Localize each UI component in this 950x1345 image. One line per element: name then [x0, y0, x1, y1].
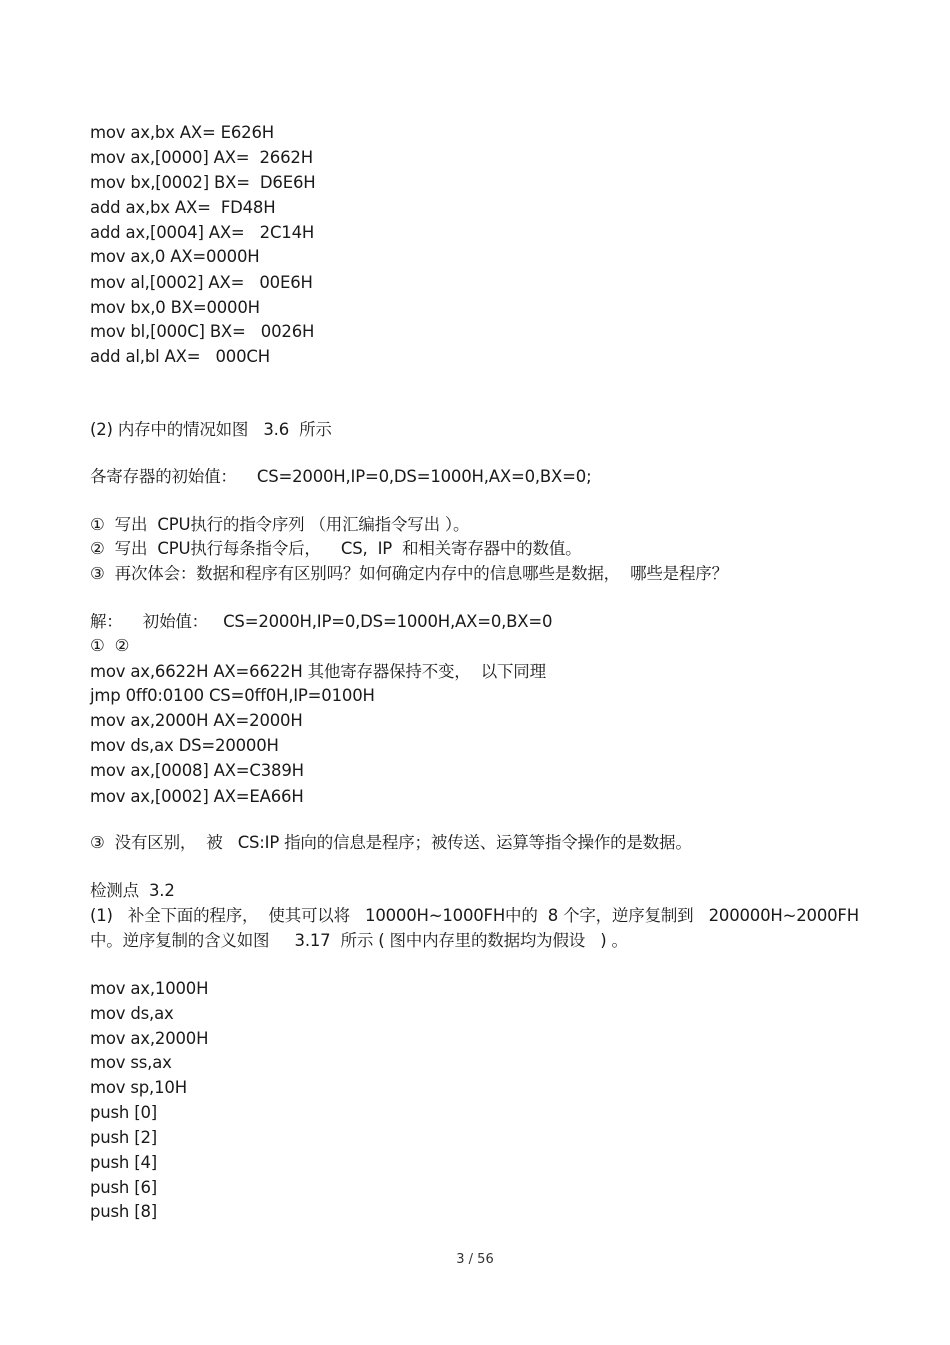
task-item: ② 写出 CPU执行每条指令后， CS, IP 和相关寄存器中的数值。	[90, 539, 582, 558]
text-line: mov bx,0 BX=0000H	[90, 298, 260, 317]
text-line: mov ax,bx AX= E626H	[90, 123, 274, 142]
code-line: mov ds,ax	[90, 1004, 174, 1023]
code-line: push [2]	[90, 1128, 158, 1147]
text-line: mov ax,[0000] AX= 2662H	[90, 148, 313, 167]
code-line: push [4]	[90, 1153, 158, 1172]
answer-line: mov ds,ax DS=20000H	[90, 736, 279, 755]
answer-line: mov ax,[0008] AX=C389H	[90, 761, 304, 780]
checkpoint-question: 中。逆序复制的含义如图 3.17 所示 ( 图中内存里的数据均为假设 ) 。	[90, 931, 628, 950]
page-number: 3 / 56	[456, 1252, 494, 1267]
checkpoint-title: 检测点 3.2	[90, 881, 175, 900]
text-line: mov bl,[000C] BX= 0026H	[90, 322, 315, 341]
code-line: push [0]	[90, 1103, 158, 1122]
answer-line: jmp 0ff0:0100 CS=0ff0H,IP=0100H	[90, 686, 375, 705]
text-line: add ax,[0004] AX= 2C14H	[90, 223, 315, 242]
answer-line: mov ax,6622H AX=6622H 其他寄存器保持不变， 以下同理	[90, 662, 546, 681]
code-line: push [6]	[90, 1178, 158, 1197]
task-item: ① 写出 CPU执行的指令序列 （用汇编指令写出 ）。	[90, 515, 470, 534]
code-line: mov sp,10H	[90, 1078, 187, 1097]
code-line: mov ax,1000H	[90, 979, 209, 998]
text-line: mov bx,[0002] BX= D6E6H	[90, 173, 316, 192]
initial-values: 各寄存器的初始值： CS=2000H,IP=0,DS=1000H,AX=0,BX=0;	[90, 467, 592, 486]
answer-intro: 解： 初始值： CS=2000H,IP=0,DS=1000H,AX=0,BX=0	[90, 612, 553, 631]
answer-marks: ① ②	[90, 636, 130, 655]
answer-line: mov ax,[0002] AX=EA66H	[90, 787, 304, 806]
checkpoint-question: (1) 补全下面的程序， 使其可以将 10000H~1000FH中的 8 个字，逆序复制到 200000H~2000FH	[90, 906, 859, 925]
question-heading: (2) 内存中的情况如图 3.6 所示	[90, 420, 332, 439]
code-line: mov ax,2000H	[90, 1029, 209, 1048]
text-line: add ax,bx AX= FD48H	[90, 198, 276, 217]
code-line: push [8]	[90, 1202, 158, 1221]
code-line: mov ss,ax	[90, 1053, 172, 1072]
text-line: mov ax,0 AX=0000H	[90, 247, 260, 266]
task-item: ③ 再次体会：数据和程序有区别吗？如何确定内存中的信息哪些是数据， 哪些是程序？	[90, 564, 728, 583]
answer-line: mov ax,2000H AX=2000H	[90, 711, 303, 730]
answer-3: ③ 没有区别， 被 CS:IP 指向的信息是程序；被传送、运算等指令操作的是数据。	[90, 833, 692, 852]
text-line: add al,bl AX= 000CH	[90, 347, 270, 366]
text-line: mov al,[0002] AX= 00E6H	[90, 273, 313, 292]
